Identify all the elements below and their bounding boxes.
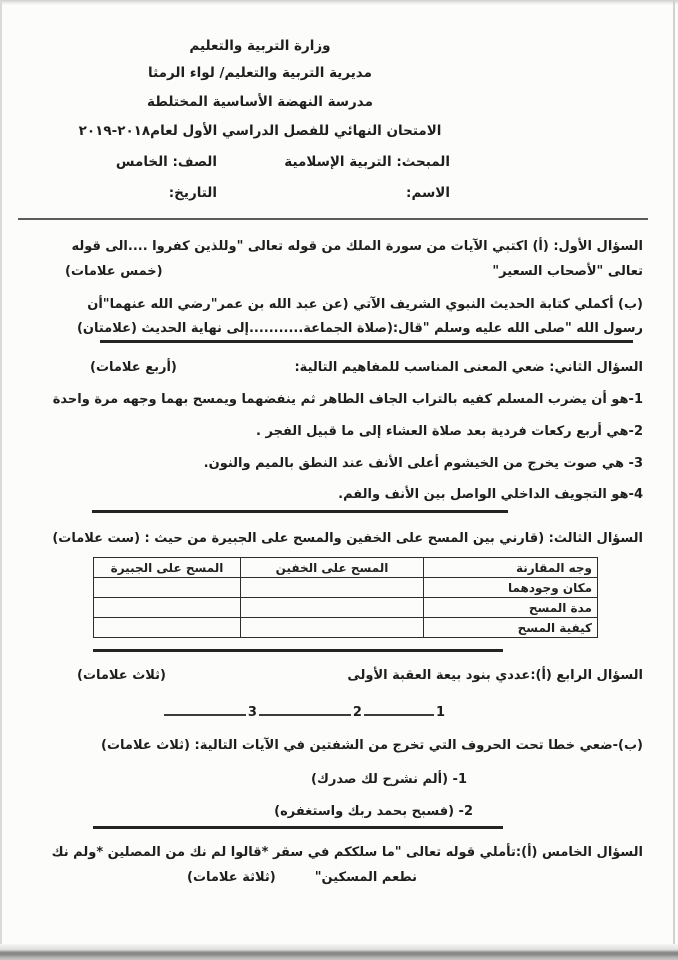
question-2-title: السؤال الثاني: ضعي المعنى المناسب للمفاهيم التالية:: [294, 360, 643, 375]
page-bottom-edge: [0, 944, 678, 960]
blank-line: [259, 703, 351, 716]
question-1b-line2: رسول الله "صلى الله عليه وسلم "قال:(صلاة الجماعة...........إلى نهاية الحديث (علامتان): [76, 321, 643, 336]
question-2-separator-line: [92, 510, 508, 513]
table-row: [94, 618, 598, 638]
question-1a-line2: تعالى "لأصحاب السعير": [492, 264, 643, 279]
question-4-separator-line: [93, 826, 503, 829]
page-right-edge: [673, 0, 675, 960]
question-4b-item-1: 1- (ألم نشرح لك صدرك): [311, 772, 467, 787]
question-3-title: السؤال الثالث: (قارني بين المسح على الخفين والمسح على الجبيرة من حيث : (ست علامات): [52, 531, 643, 546]
question-1a-marks: (خمس علامات): [65, 264, 163, 279]
header-separator-line: [18, 218, 648, 220]
answer-cell-empty: [94, 618, 241, 638]
question-1a-line1: السؤال الأول: (أ) اكتبي الآيات من سورة الملك من قوله تعالى "وللذين كفروا ....الى قوله: [71, 239, 643, 254]
ministry-name: وزارة التربية والتعليم: [189, 38, 331, 54]
question-4a-marks: (ثلاث علامات): [77, 668, 166, 683]
question-4b-item-2: 2- (فسبح بحمد ربك واستغفره): [274, 804, 473, 819]
table-header-row: [94, 558, 598, 578]
blank-line: [164, 703, 246, 716]
question-5-marks: (ثلاثة علامات): [187, 870, 276, 885]
page-left-edge: [0, 0, 2, 960]
question-2-item-3: 3- هي صوت يخرج من الخيشوم أعلى الأنف عند النطق بالميم والنون.: [203, 456, 643, 471]
exam-title: الامتحان النهائي للفصل الدراسي الأول لعام٢٠١٨-٢٠١٩: [78, 123, 442, 139]
question-1b-line1: (ب) أكملي كتابة الحديث النبوي الشريف الآتي (عن عبد الله بن عمر"رضي الله عنهما"أن: [87, 297, 643, 312]
question-2-marks: (أربع علامات): [90, 360, 177, 375]
question-2-item-1: 1-هو أن يضرب المسلم كفيه بالتراب الجاف الطاهر ثم ينفضهما ويمسح بهما وجهه مرة واحدة: [52, 392, 643, 407]
question-2-item-4: 4-هو التجويف الداخلي الواصل بين الأنف والفم.: [338, 487, 643, 502]
table-header-wiping-cast: المسح على الجبيرة: [94, 558, 241, 578]
table-row-label-method: كيفية المسح: [424, 618, 598, 638]
school-name: مدرسة النهضة الأساسية المختلطة: [147, 94, 373, 110]
table-row: [94, 598, 598, 618]
name-label: الاسم:: [406, 185, 450, 201]
answer-cell-empty: [94, 598, 241, 618]
blank-line: [364, 703, 434, 716]
numbered-blanks-line: [162, 703, 445, 722]
blank-number-2: 2: [352, 705, 362, 720]
subject-label: المبحث: التربية الإسلامية: [284, 154, 450, 170]
date-label: التاريخ:: [168, 185, 217, 201]
answer-cell-empty: [94, 578, 241, 598]
question-4b-title: (ب)-ضعي خطا تحت الحروف التي تخرج من الشفتين في الآيات التالية: (ثلاث علامات): [101, 738, 643, 753]
class-label: الصف: الخامس: [115, 154, 217, 170]
answer-cell-empty: [241, 618, 424, 638]
table-row-label-location: مكان وجودهما: [424, 578, 598, 598]
question-5-line1: السؤال الخامس (أ):تأملي قوله تعالى "ما سلككم في سقر *قالوا لم نك من المصلين *ولم نك: [51, 845, 643, 860]
table-header-wiping-khuffs: المسح على الخفين: [241, 558, 424, 578]
question-5-line2: نطعم المسكين": [314, 870, 417, 885]
blank-number-1: 1: [435, 705, 445, 720]
directorate-name: مديرية التربية والتعليم/ لواء الرمثا: [148, 65, 372, 81]
question-1-separator-line: [100, 340, 633, 343]
table-row-label-duration: مدة المسح: [424, 598, 598, 618]
answer-cell-empty: [241, 598, 424, 618]
question-3-separator-line: [93, 649, 503, 652]
page-top-edge: [0, 0, 678, 5]
table-row: [94, 578, 598, 598]
comparison-table: [93, 557, 598, 638]
table-header-comparison-aspect: وجه المقارنة: [424, 558, 598, 578]
question-2-item-2: 2-هي أربع ركعات فردية بعد صلاة العشاء إلى ما قبيل الفجر .: [256, 424, 643, 439]
blank-number-3: 3: [247, 705, 257, 720]
answer-cell-empty: [241, 578, 424, 598]
question-4a-title: السؤال الرابع (أ):عددي بنود بيعة العقبة الأولى: [347, 668, 643, 683]
